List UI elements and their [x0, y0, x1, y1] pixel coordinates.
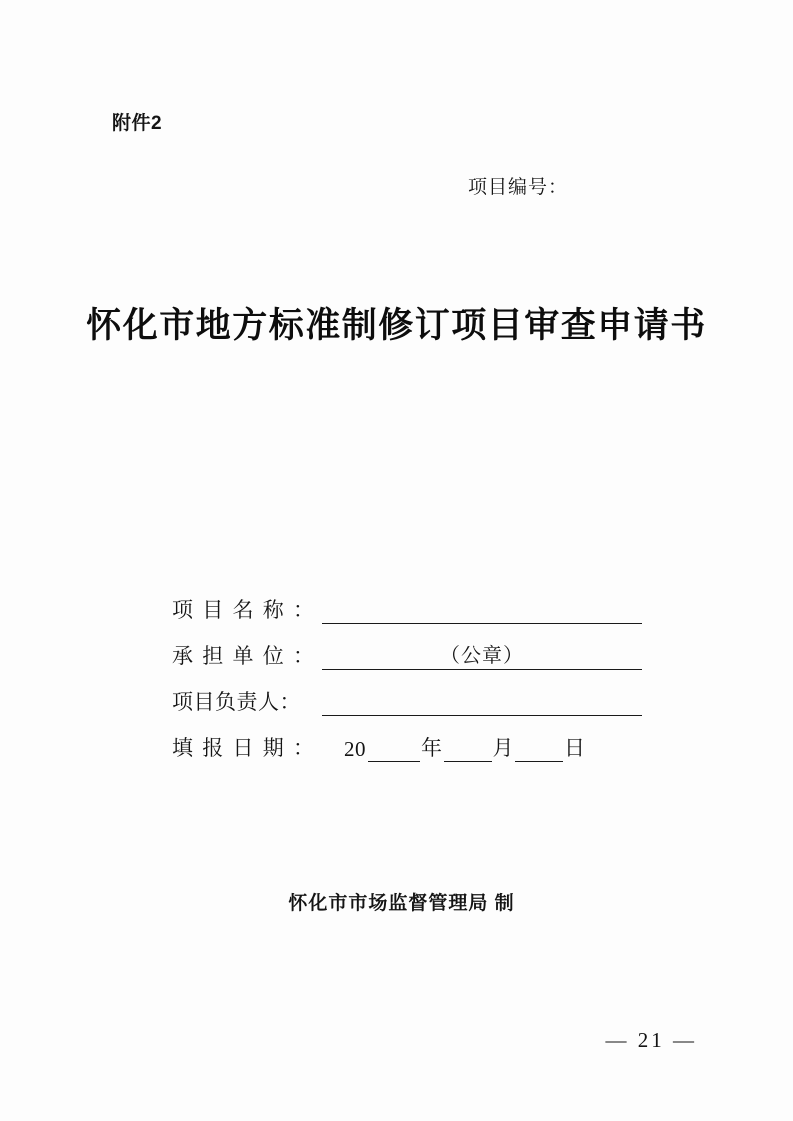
page-number: — 21 —	[605, 1028, 697, 1052]
filing-date-label: 填 报 日 期 ：	[172, 736, 316, 760]
project-leader-field[interactable]	[322, 689, 642, 716]
form-row	[172, 670, 642, 716]
month-unit-label: 月	[492, 736, 514, 760]
day-unit-label: 日	[564, 736, 586, 760]
year-prefix: 20	[344, 737, 366, 761]
undertaking-unit-field[interactable]	[322, 643, 642, 670]
year-unit-label: 年	[421, 736, 443, 760]
project-number-label: 项目编号：	[468, 177, 569, 198]
form-row	[172, 624, 642, 670]
application-form	[172, 578, 642, 762]
official-seal-note: （公章）	[440, 645, 524, 667]
year-input[interactable]	[368, 739, 420, 762]
project-name-field[interactable]	[322, 597, 642, 624]
day-input[interactable]	[515, 739, 563, 762]
month-input[interactable]	[444, 739, 492, 762]
project-leader-label: 项目负责人：	[172, 690, 301, 714]
filing-date-fields	[322, 732, 587, 762]
issuing-authority: 怀化市市场监督管理局 制	[288, 893, 515, 914]
form-row-date	[172, 716, 642, 762]
project-name-label: 项 目 名 称 ：	[172, 598, 316, 622]
attachment-label: 附件2	[112, 113, 163, 134]
form-row	[172, 578, 642, 624]
undertaking-unit-label: 承 担 单 位 ：	[172, 644, 316, 668]
page-title: 怀化市地方标准制修订项目审查申请书	[86, 306, 707, 345]
